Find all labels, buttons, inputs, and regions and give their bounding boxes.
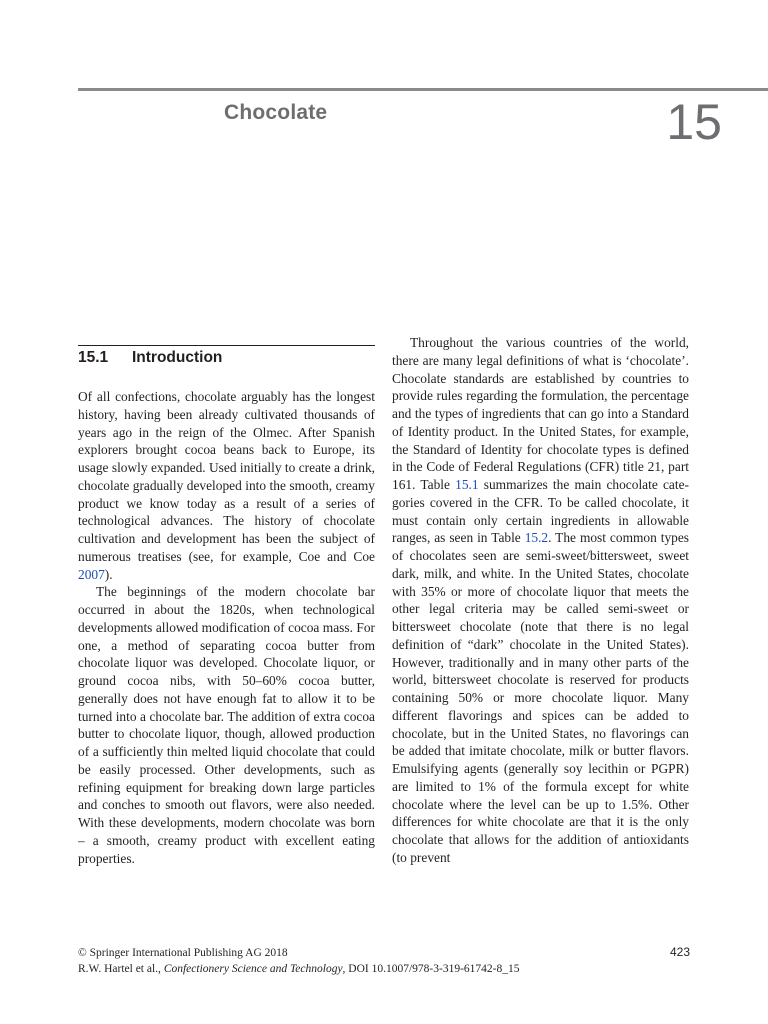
section-title: Introduction	[132, 349, 223, 366]
citation-line	[78, 961, 690, 977]
citation-link-coe-2007[interactable]: 2007	[78, 566, 105, 582]
citation-doi: , DOI 10.1007/978-3-319-61742-8_15	[342, 963, 520, 975]
chapter-top-rule	[78, 88, 768, 91]
paragraph-history	[78, 388, 375, 583]
section-rule	[78, 345, 375, 346]
section-heading	[78, 349, 222, 367]
paragraph-text: . The most common types of chocolates seen are semi-sweet/bittersweet, sweet dark, milk, and white. In the United States, chocolate with 35% or more of chocolate liquor that meets the other legal criteria may be called semi-sweet or bittersweet chocolate (note that there is no legal definition of “dark” chocolate in the United States). However, traditionally and in many other parts of the world, bittersweet chocolate is reserved for products containing 50% or more chocolate liquor. Many different flavorings and spices can be added to chocolate, but in the United States, no flavorings can be added that imitate chocolate, milk or butter flavors. Emulsifying agents (generally soy lecithin or PGPR) are limited to 1% of the formula except for white chocolate where the level can be up to 1.5%. Other differences for white chocolate are that it is the only chocolate that allows for the addition of antioxidants (to prevent	[392, 530, 689, 865]
citation-authors: R.W. Hartel et al.,	[78, 963, 164, 975]
citation-book-title: Confectionery Science and Technology	[163, 963, 343, 975]
table-link-15-2[interactable]: 15.2	[524, 530, 549, 546]
chapter-number: 15	[666, 94, 722, 150]
paragraph-legal-definitions	[392, 334, 689, 867]
page-footer	[78, 945, 690, 977]
paragraph-text: Throughout the various countries of the world, there are many legal definitions of what is ‘chocolate’. Chocolate standards are established by countries to provide rules regarding the formulation, the percentage and the types of ingredients that can go into a Standard of Identity product. In the United States, for example, the Standard of Identity for chocolate types is defined in the Code of Federal Regulations (CFR) title 21, part 161. Table	[392, 335, 689, 492]
page-number: 423	[669, 945, 690, 959]
right-column	[392, 334, 689, 867]
paragraph-modern-bar: The beginnings of the modern chocolate bar occurred in about the 1820s, when technological developments allowed modification of cocoa mass. For one, a method of separating cocoa butter from chocolate liquor was developed. Chocolate liquor, or ground cocoa nibs, with 50–60% cocoa butter, generally does not have enough fat to allow it to be turned into a chocolate bar. The addition of extra cocoa butter to chocolate liquor, though, allowed production of a sufficiently thin melted liquid chocolate that could be easily processed. Other developments, such as refining equipment for breaking down large particles and conches to smooth out flavors, were also needed. With these developments, modern chocolate was born – a smooth, creamy product with excellent eating properties.	[78, 584, 375, 866]
paragraph-text: summarizes the main chocolate categories covered in the CFR. To be called chocolate, it must contain only certain ingredients in allowable ranges, as seen in Table	[392, 477, 689, 546]
copyright-line: © Springer International Publishing AG 2018	[78, 947, 288, 959]
paragraph-text: Of all confections, chocolate arguably has the longest history, having been already cultivated thousands of years ago in the reign of the Olmec. After Spanish explorers brought cocoa beans back to Europe, its usage slowly expanded. Used initially to create a drink, chocolate gradually developed into the smooth, creamy product we know today as a result of a series of technological advances. The history of chocolate cultivation and development has been the subject of numerous treatises (see, for example, Coe and Coe	[78, 389, 375, 564]
left-column	[78, 388, 375, 867]
chapter-title: Chocolate	[224, 101, 328, 124]
paragraph-text: ).	[104, 566, 113, 582]
table-link-15-1[interactable]: 15.1	[455, 477, 479, 492]
section-number: 15.1	[78, 349, 109, 366]
